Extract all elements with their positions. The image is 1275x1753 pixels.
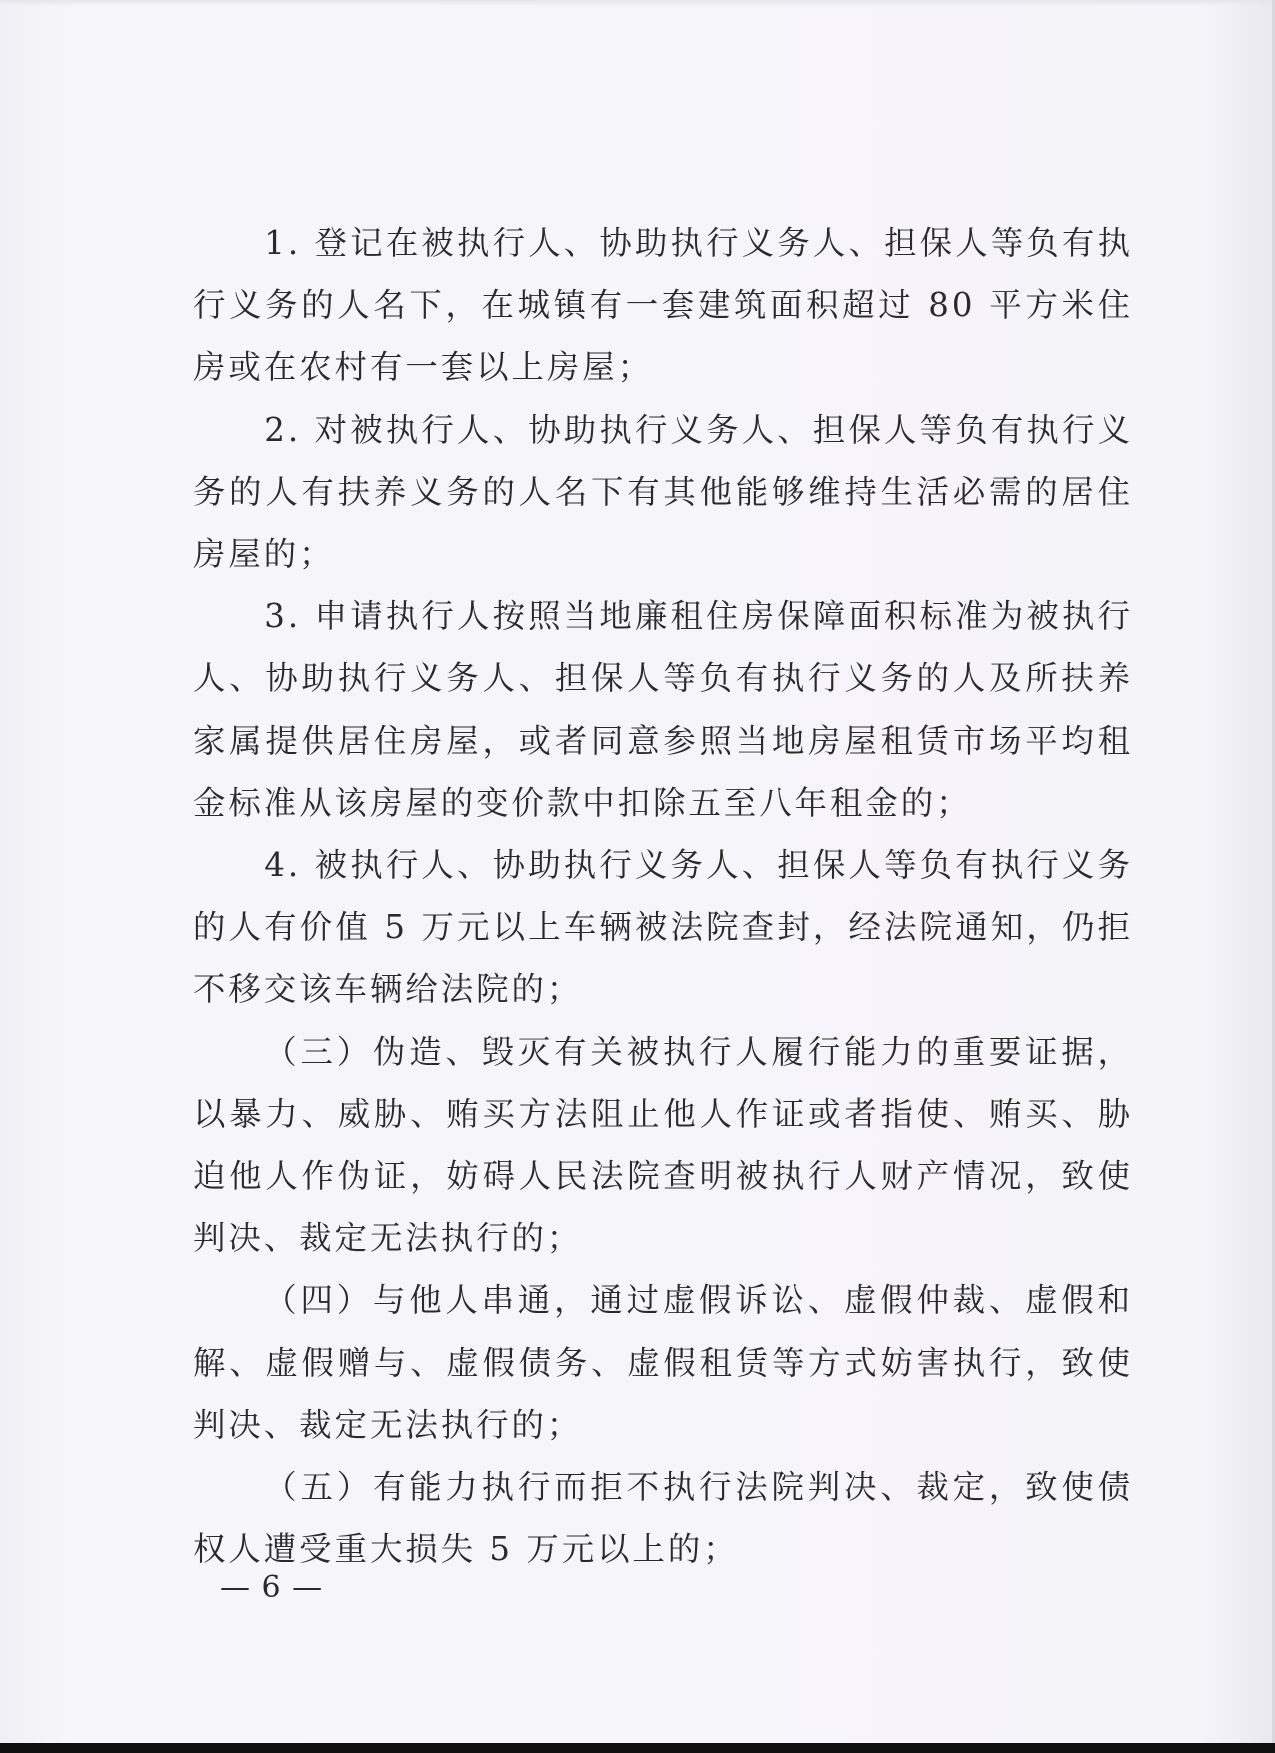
clause-item-4: 4. 被执行人、协助执行义务人、担保人等负有执行义务的人有价值 5 万元以上车辆被法院查封，经法院通知，仍拒不移交该车辆给法院的； <box>193 846 1133 1009</box>
page-number: — 6 — <box>220 1570 324 1605</box>
clause-item-2: 2. 对被执行人、协助执行义务人、担保人等负有执行义务的人有扶养义务的人名下有其他能够维持生活必需的居住房屋的； <box>193 410 1133 574</box>
clause-section-4: （四）与他人串通，通过虚假诉讼、虚假仲裁、虚假和解、虚假赠与、虚假债务、虚假租赁等方式妨害执行，致使判决、裁定无法执行的； <box>193 1281 1133 1444</box>
document-body <box>193 212 1133 1580</box>
scan-top-edge <box>0 0 1275 6</box>
clause-section-3: （三）伪造、毁灭有关被执行人履行能力的重要证据，以暴力、威胁、贿买方法阻止他人作证或者指使、贿买、胁迫他人作伪证，妨碍人民法院查明被执行人财产情况，致使判决、裁定无法执行的； <box>193 1032 1133 1258</box>
clause-item-3: 3. 申请执行人按照当地廉租住房保障面积标准为被执行人、协助执行义务人、担保人等负有执行义务的人及所扶养家属提供居住房屋，或者同意参照当地房屋租赁市场平均租金标准从该房屋的变价款中扣除五至八年租金的； <box>193 597 1133 822</box>
clause-item-1: 1. 登记在被执行人、协助执行义务人、担保人等负有执行义务的人名下，在城镇有一套建筑面积超过 80 平方米住房或在农村有一套以上房屋； <box>193 224 1133 387</box>
scan-bottom-edge <box>0 1743 1275 1753</box>
clause-section-5: （五）有能力执行而拒不执行法院判决、裁定，致使债权人遭受重大损失 5 万元以上的； <box>193 1468 1133 1569</box>
